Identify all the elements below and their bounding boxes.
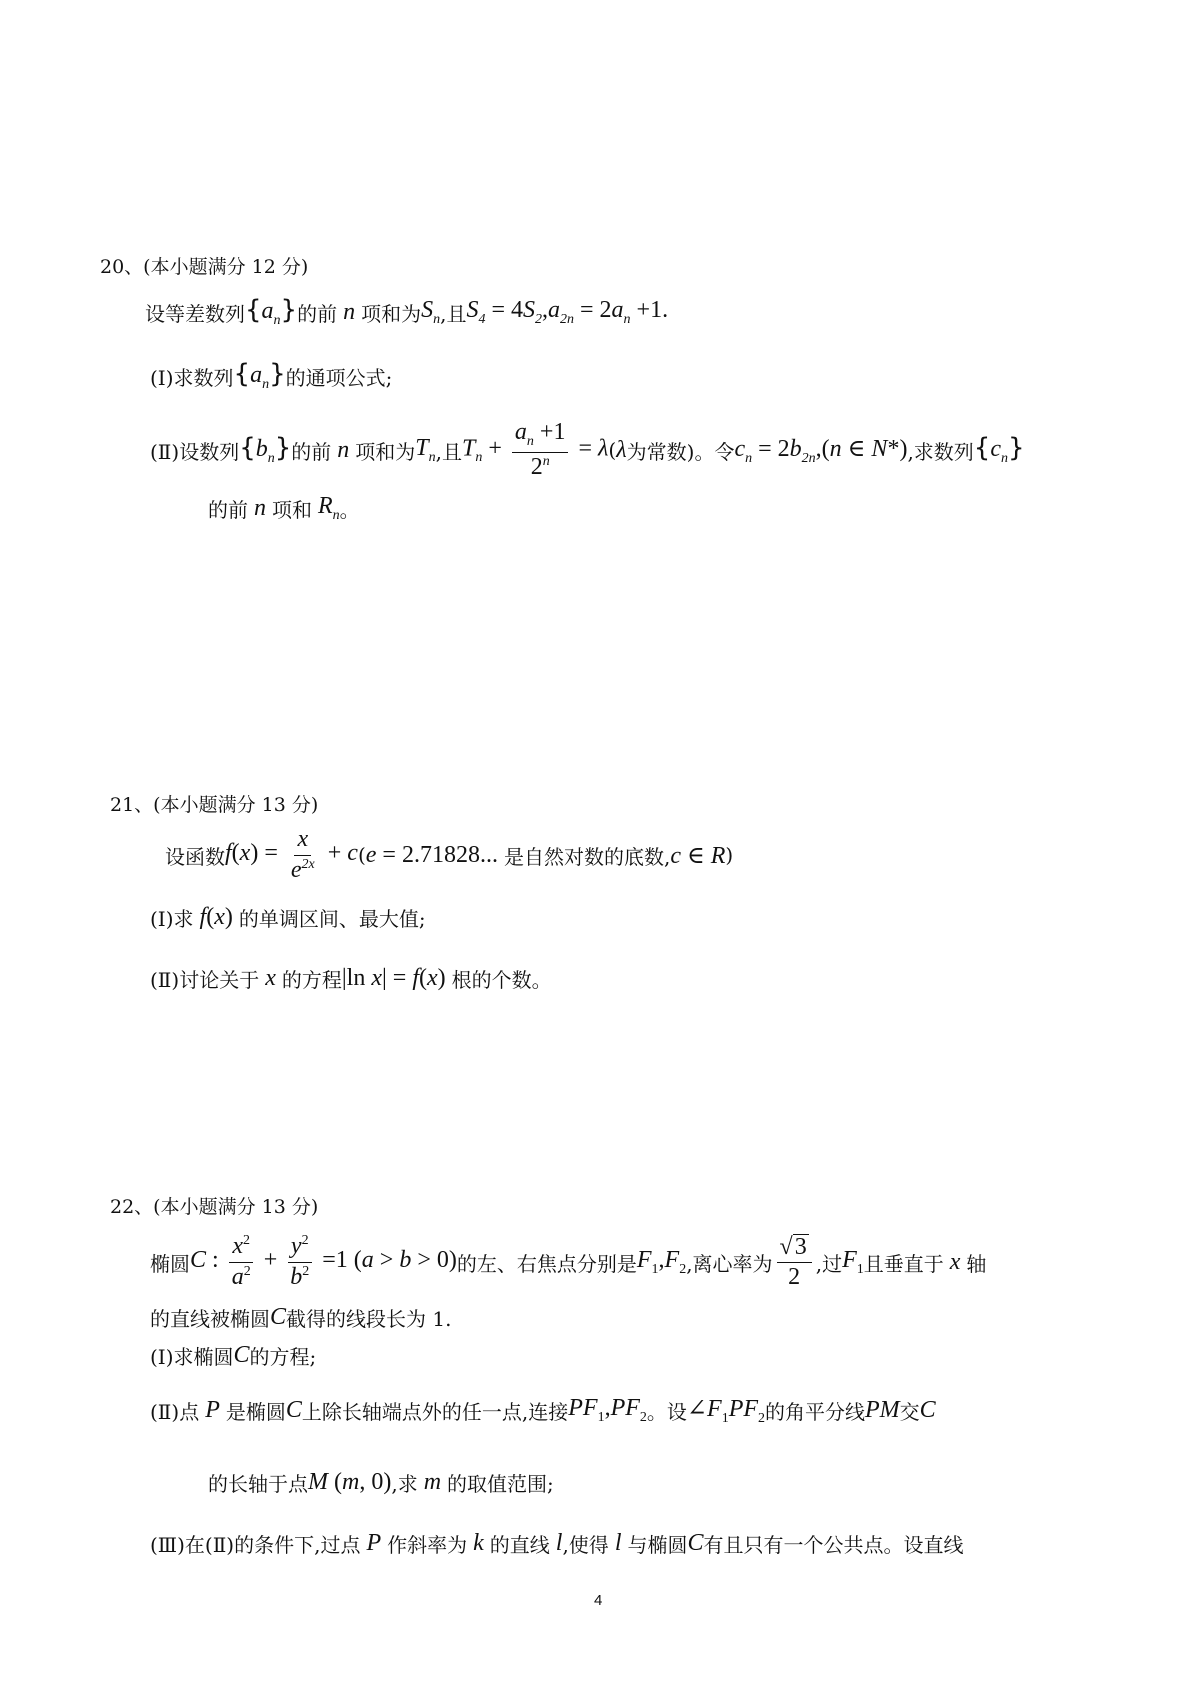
sequence-a-set: $\{a_n\}$ xyxy=(245,295,298,328)
q22-part2-cont: 的长轴于点 M (m, 0) ,求 m 的取值范围; xyxy=(208,1468,554,1496)
q22-ellipse-equation: C : $\frac{x^2}{a^2}$ + $\frac{y^2}{b^2}$ =1 (a > b > 0) xyxy=(190,1233,457,1290)
q20-condition: $S_4 = 4S_2,a_{2n} = 2a_n +1$. xyxy=(466,296,669,327)
q20-intro: 设等差数列 $\{a_n\}$ 的前 n 项和为 $S_n$ ,且 $S_4 = 4S_2,a_{2n} = 2a_n +1$. xyxy=(145,295,669,328)
q20-heading: 20、(本小题满分 12 分) xyxy=(100,256,309,278)
q21-intro: 设函数 f(x) = $\frac{x}{e^{2x}}$ + c ( e = 2.71828... 是自然对数的底数, c ∈ R ) xyxy=(165,826,734,883)
q21-part1: (Ⅰ)求 f(x) 的单调区间、最大值; xyxy=(150,903,426,931)
q20-t-condition: $T_n$ + $\frac{a_n +1}{2^n}$ = λ xyxy=(462,419,609,480)
page-number: 4 xyxy=(594,1592,603,1609)
q21-part2: (Ⅱ)讨论关于 x 的方程 |ln x| = f(x) 根的个数。 xyxy=(150,964,552,992)
q22-heading: 22、(本小题满分 13 分) xyxy=(110,1196,319,1218)
q20-part1: (Ⅰ)求数列 $\{a_n\}$ 的通项公式; xyxy=(150,359,393,392)
q21-function: f(x) = $\frac{x}{e^{2x}}$ + c xyxy=(225,826,358,883)
q22-part2: (Ⅱ)点 P 是椭圆 C 上除长轴端点外的任一点,连接 $PF_1,PF_2$ 。设 $\angle F_1PF_2$ 的角平分线 PM 交 C xyxy=(150,1394,936,1426)
q22-intro: 椭圆 C : $\frac{x^2}{a^2}$ + $\frac{y^2}{b^2}$ =1 (a > b > 0) 的左、右焦点分别是 $F_1,F_2$ ,离心率为 $\frac{√3}{2}$ ,过 $F_1$ 且垂直于 x 轴 xyxy=(150,1233,987,1290)
q22-line2: 的直线被椭圆 C 截得的线段长为 1. xyxy=(150,1303,452,1331)
q22-part3: (Ⅲ)在(Ⅱ)的条件下,过点 P 作斜率为 k 的直线 l ,使得 l 与椭圆 C 有且只有一个公共点。设直线 xyxy=(150,1529,964,1557)
q21-heading: 21、(本小题满分 13 分) xyxy=(110,794,319,816)
q20-part2: (Ⅱ)设数列 $\{b_n\}$ 的前 n 项和为 $T_n$ ,且 $T_n$ + $\frac{a_n +1}{2^n}$ = λ ( λ 为常数)。令 $c_n = 2b_{2n},(n$ ∈ N*) ,求数列 $\{c_n\}$ xyxy=(150,419,1025,480)
q22-part1: (Ⅰ)求椭圆 C 的方程; xyxy=(150,1341,317,1369)
q20-part2-cont: 的前 n 项和 $R_n$ 。 xyxy=(208,492,360,523)
